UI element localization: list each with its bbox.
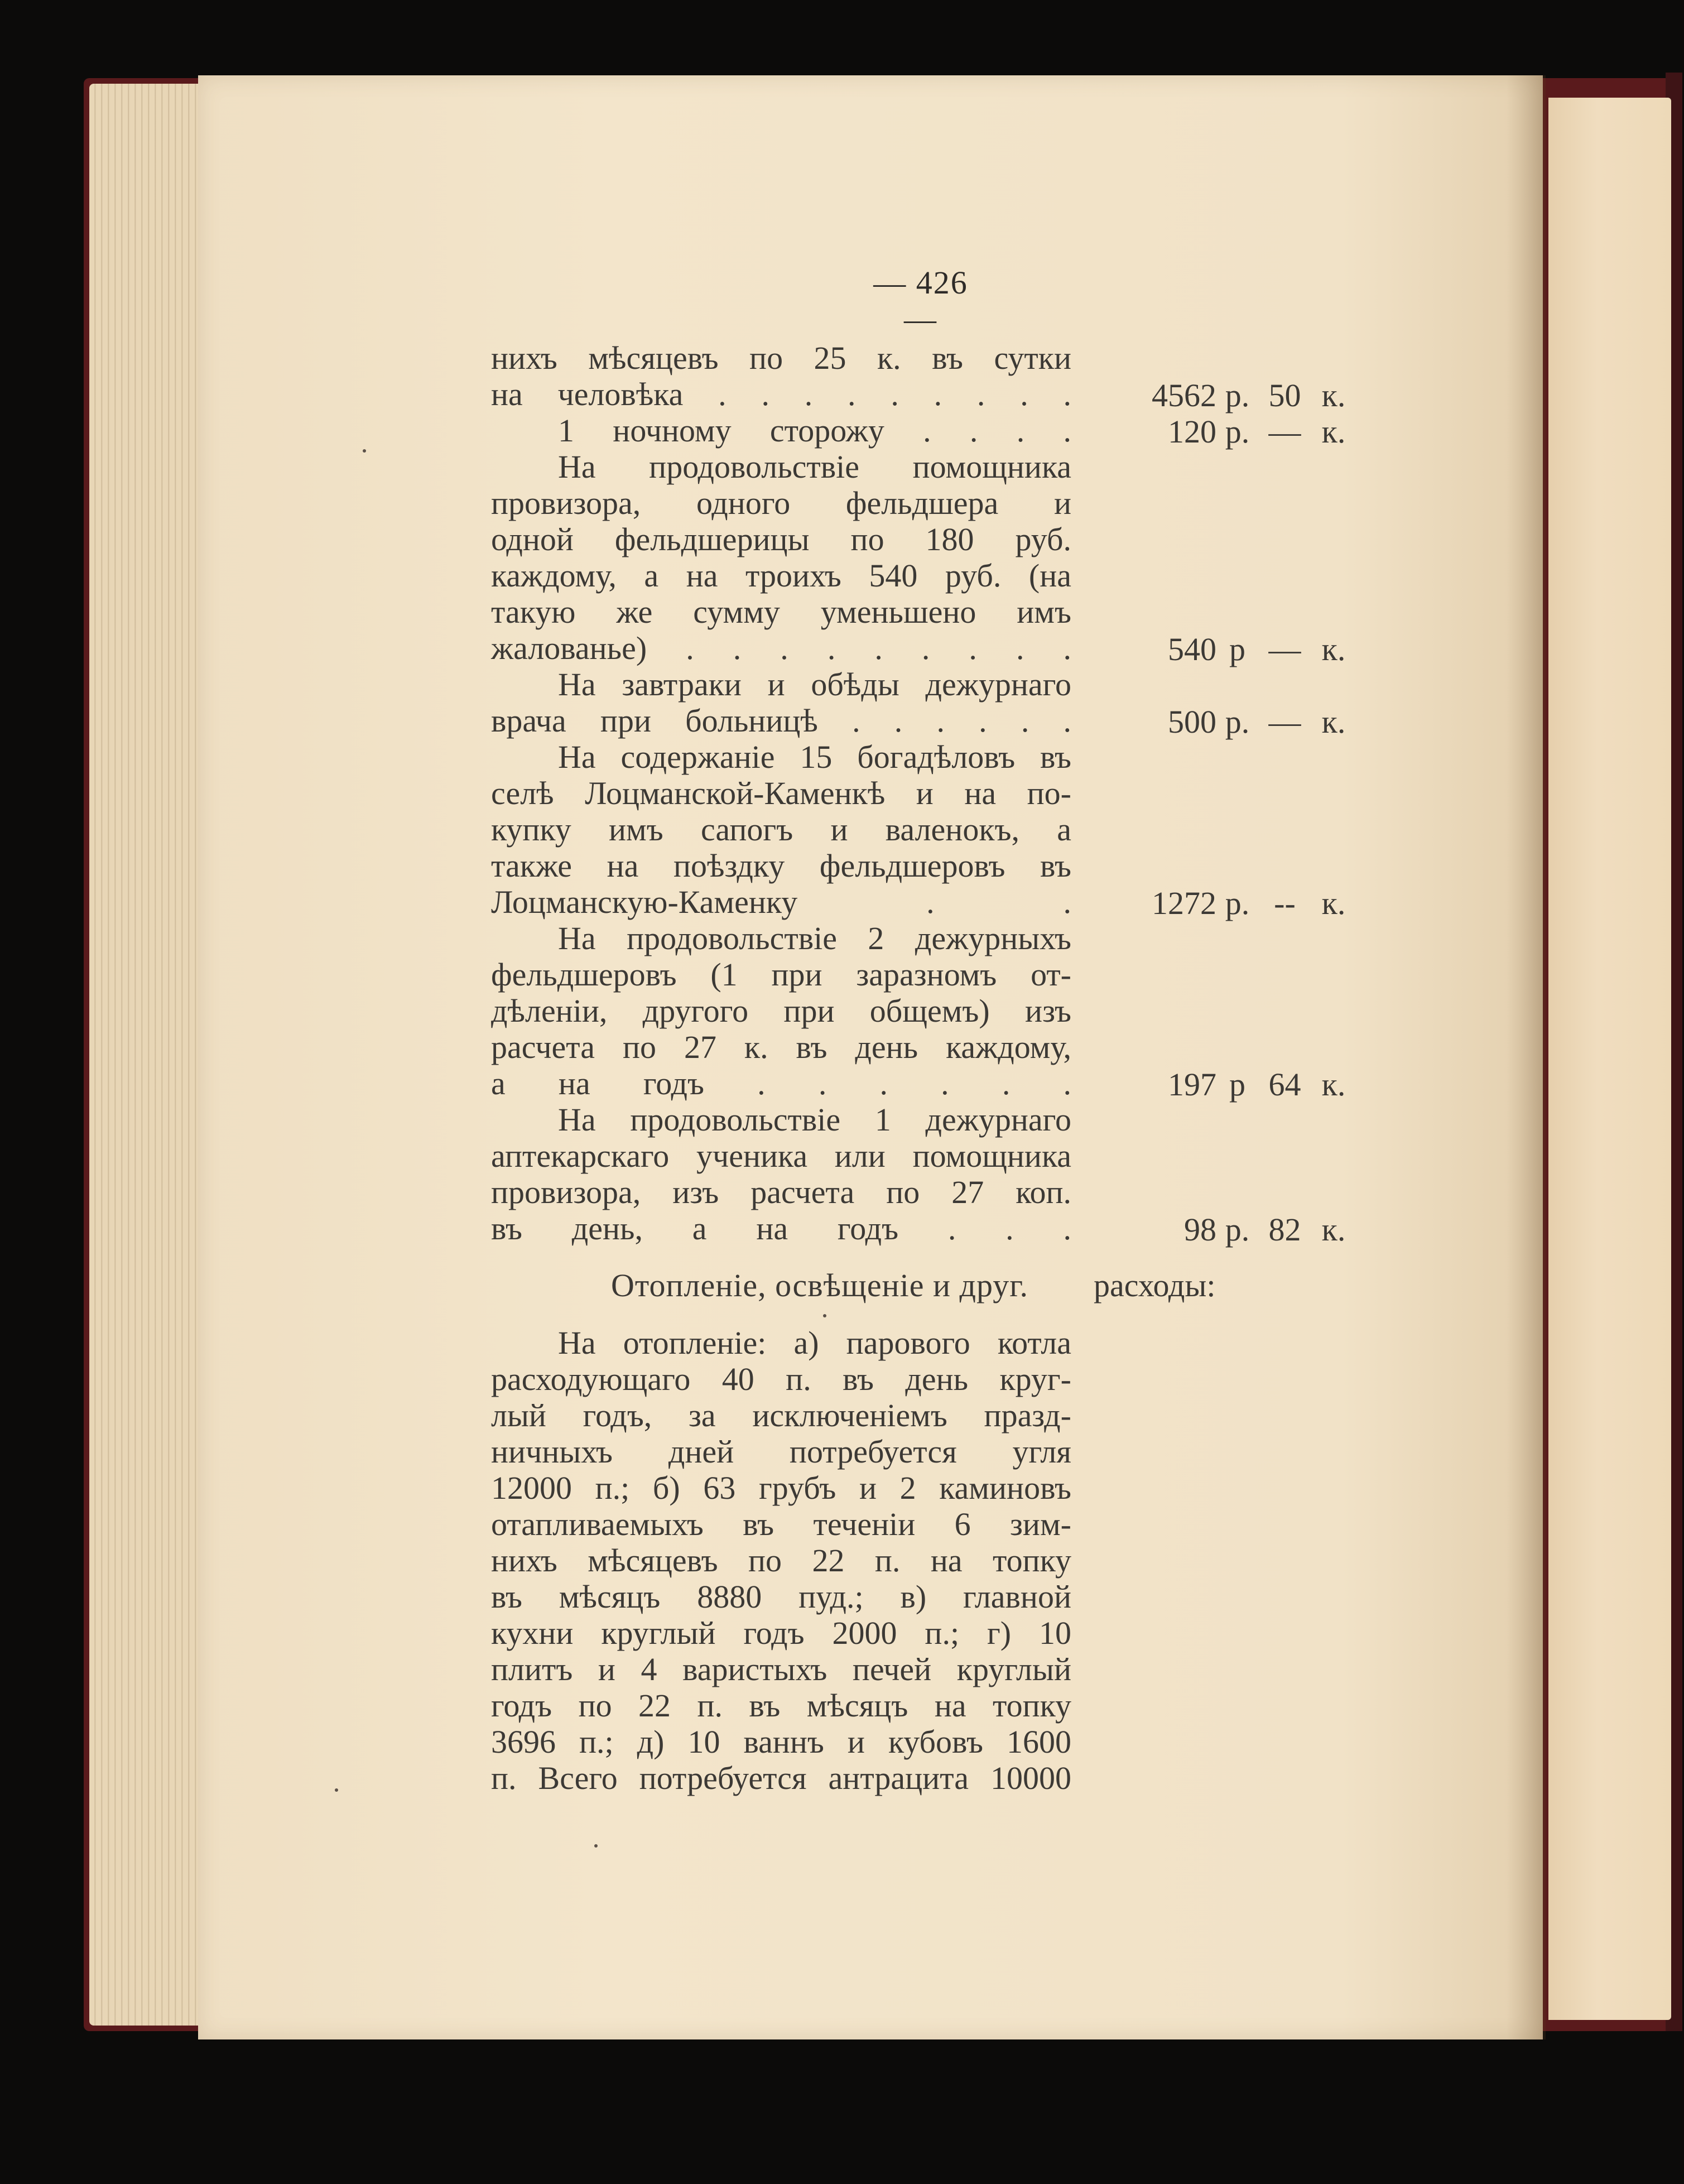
rubles-unit: р. bbox=[1225, 885, 1250, 921]
text-line: на человѣка . . . . . . . . . bbox=[491, 376, 1071, 412]
amount-rubles: 197 bbox=[1168, 1066, 1216, 1103]
amount-kopecks: — bbox=[1268, 704, 1301, 740]
amount-kopecks: — bbox=[1268, 413, 1301, 450]
amount-rubles: 4562 bbox=[1152, 377, 1216, 413]
rubles-unit: р. bbox=[1225, 704, 1250, 740]
text-line: одной фельдшерицы по 180 руб. bbox=[491, 521, 1071, 557]
rubles-unit: р bbox=[1229, 631, 1245, 667]
text-line: въ мѣсяцъ 8880 пуд.; в) главной bbox=[491, 1579, 1071, 1615]
text-line: На содержаніе 15 богадѣловъ въ bbox=[558, 739, 1071, 775]
text-line: нихъ мѣсяцевъ по 25 к. въ сутки bbox=[491, 340, 1071, 376]
amount-entry bbox=[1110, 1211, 1356, 1247]
book-gutter bbox=[1507, 75, 1546, 2039]
section-heading: Отопленіе, освѣщеніе и друг. bbox=[611, 1267, 1028, 1303]
right-page-edge bbox=[1548, 98, 1671, 2020]
amount-entry bbox=[1110, 413, 1356, 449]
amount-entry bbox=[1110, 1066, 1356, 1101]
text-line: провизора, изъ расчета по 27 коп. bbox=[491, 1174, 1071, 1210]
text-line: 3696 п.; д) 10 ваннъ и кубовъ 1600 bbox=[491, 1724, 1071, 1760]
kopecks-unit: к. bbox=[1321, 377, 1346, 413]
text-line: 12000 п.; б) 63 грубъ и 2 каминовъ bbox=[491, 1470, 1071, 1506]
text-line: отапливаемыхъ въ теченіи 6 зим- bbox=[491, 1506, 1071, 1542]
rubles-unit: р. bbox=[1225, 377, 1250, 413]
amount-entry bbox=[1110, 884, 1356, 920]
amount-kopecks: 82 bbox=[1268, 1211, 1301, 1248]
amount-rubles: 120 bbox=[1168, 413, 1216, 450]
amount-rubles: 540 bbox=[1168, 631, 1216, 667]
text-line: а на годъ . . . . . . bbox=[491, 1065, 1071, 1101]
page-number: — 426 — bbox=[873, 264, 968, 337]
text-line: ничныхъ дней потребуется угля bbox=[491, 1433, 1071, 1470]
text-line: врача при больницѣ . . . . . . bbox=[491, 703, 1071, 739]
text-line: Лоцманскую-Каменку . . bbox=[491, 884, 1071, 920]
text-line: На продовольствіе помощника bbox=[558, 449, 1071, 485]
text-line: купку имъ сапогъ и валенокъ, а bbox=[491, 811, 1071, 848]
text-line: фельдшеровъ (1 при заразномъ от- bbox=[491, 956, 1071, 993]
amount-rubles: 98 bbox=[1184, 1211, 1216, 1248]
amount-rubles: 1272 bbox=[1152, 885, 1216, 921]
kopecks-unit: к. bbox=[1321, 631, 1346, 667]
text-line: 1 ночному сторожу . . . . bbox=[558, 412, 1071, 449]
text-line: дѣленіи, другого при общемъ) изъ bbox=[491, 993, 1071, 1029]
kopecks-unit: к. bbox=[1321, 704, 1346, 740]
text-line: нихъ мѣсяцевъ по 22 п. на топку bbox=[491, 1542, 1071, 1579]
rubles-unit: р. bbox=[1225, 1211, 1250, 1248]
amount-kopecks: 50 bbox=[1268, 377, 1301, 413]
text-line: На продовольствіе 2 дежурныхъ bbox=[558, 920, 1071, 956]
text-line: лый годъ, за исключеніемъ празд- bbox=[491, 1397, 1071, 1433]
text-line: каждому, а на троихъ 540 руб. (на bbox=[491, 557, 1071, 594]
text-line: провизора, одного фельдшера и bbox=[491, 485, 1071, 521]
text-line: селѣ Лоцманской-Каменкѣ и на по- bbox=[491, 775, 1071, 811]
paper-speck bbox=[594, 1844, 598, 1848]
section-heading-tail: расходы: bbox=[1094, 1267, 1216, 1303]
text-line: также на поѣздку фельдшеровъ въ bbox=[491, 848, 1071, 884]
paper-speck bbox=[335, 1788, 338, 1792]
text-line: расчета по 27 к. въ день каждому, bbox=[491, 1029, 1071, 1065]
rubles-unit: р bbox=[1229, 1066, 1245, 1103]
text-line: жалованье) . . . . . . . . . bbox=[491, 630, 1071, 666]
text-line: На завтраки и обѣды дежурнаго bbox=[558, 666, 1071, 703]
text-line: кухни круглый годъ 2000 п.; г) 10 bbox=[491, 1615, 1071, 1651]
text-line: годъ по 22 п. въ мѣсяцъ на топку bbox=[491, 1687, 1071, 1724]
kopecks-unit: к. bbox=[1321, 885, 1346, 921]
text-line: такую же сумму уменьшено имъ bbox=[491, 594, 1071, 630]
text-line: На продовольствіе 1 дежурнаго bbox=[558, 1101, 1071, 1138]
amount-kopecks: — bbox=[1268, 631, 1301, 667]
amount-entry bbox=[1110, 703, 1356, 739]
paper-speck bbox=[823, 1314, 826, 1317]
kopecks-unit: к. bbox=[1321, 413, 1346, 450]
kopecks-unit: к. bbox=[1321, 1211, 1346, 1248]
text-line: аптекарскаго ученика или помощника bbox=[491, 1138, 1071, 1174]
amount-entry bbox=[1110, 377, 1356, 412]
text-line: въ день, а на годъ . . . bbox=[491, 1210, 1071, 1247]
amount-entry bbox=[1110, 631, 1356, 666]
amount-kopecks: -- bbox=[1274, 885, 1296, 921]
text-line: На отопленіе: а) парового котла bbox=[558, 1325, 1071, 1361]
text-line: плитъ и 4 варистыхъ печей круглый bbox=[491, 1651, 1071, 1687]
kopecks-unit: к. bbox=[1321, 1066, 1346, 1103]
text-line: расходующаго 40 п. въ день круг- bbox=[491, 1361, 1071, 1397]
amount-kopecks: 64 bbox=[1268, 1066, 1301, 1103]
rubles-unit: р. bbox=[1225, 413, 1250, 450]
text-line: п. Всего потребуется антрацита 10000 bbox=[491, 1760, 1071, 1796]
paper-speck bbox=[363, 449, 366, 453]
amount-rubles: 500 bbox=[1168, 704, 1216, 740]
